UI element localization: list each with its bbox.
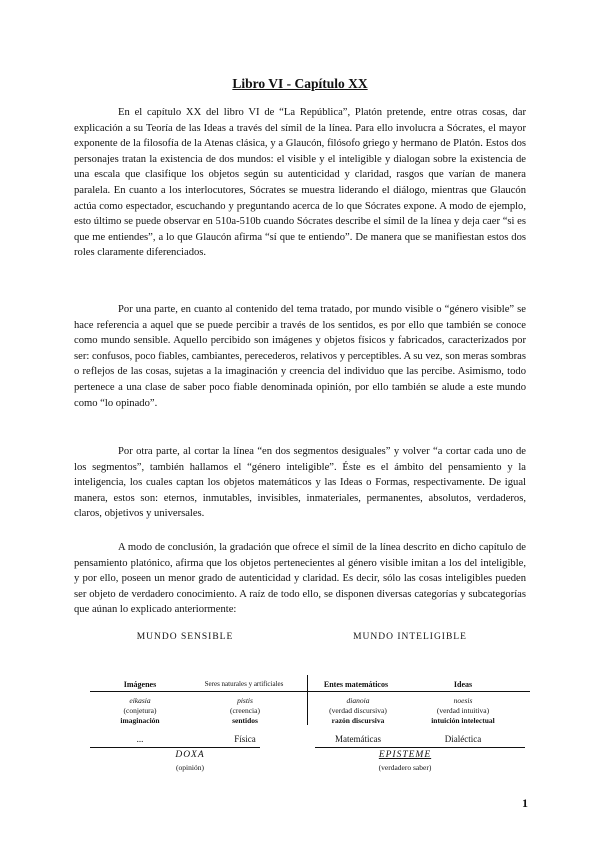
col1-faculty: imaginación (120, 716, 160, 725)
col4-greek-gloss: (verdad intuitiva) (436, 706, 490, 715)
col1-greek-gloss: (conjetura) (123, 706, 157, 715)
col2-objects: Seres naturales y artificiales (204, 680, 284, 688)
line-simile-diagram (90, 628, 530, 778)
col3-science: Matemáticas (335, 734, 381, 744)
col3-faculty: razón discursiva (331, 716, 385, 725)
doxa-bracket-line (90, 747, 260, 748)
doxa-gloss: (opinión) (176, 763, 204, 772)
col3-objects: Entes matemáticos (323, 680, 389, 689)
col3-greek-gloss: (verdad discursiva) (329, 706, 387, 715)
doxa-label: DOXA (175, 750, 205, 760)
episteme-bracket-line (315, 747, 525, 748)
page-title: Libro VI - Capítulo XX (232, 76, 368, 91)
paragraph-intro: En el capítulo XX del libro VI de “La República”, Platón pretende, entre otras cosas, dar explicación a su Teoría de las Ideas a través del símil de la línea. Para ello involucra a Sócrates, el mayor exponente de la filosofía de la Atenas clásica, y a Glaucón, filósofo griego y hermano de Platón. Estos dos personajes tratan la existencia de dos mundos: el visible y el inteligible y dialogan sobre la existencia de una escala que clasifique los objetos según su autenticidad y claridad, rasgos que varían de manera paralela. En cuanto a los interlocutores, Sócrates se muestra liderando el diálogo, mientras que Glaucón actúa como espectador, escuchando y preguntando acerca de lo que Sócrates expone. A modo de ejemplo, esto último se puede observar en 510a-510b cuando Sócrates describe el símil de la línea y deja caer “si es que me entiendes”, a lo que Glaucón afirma “sí que te entiendo”. De manera que se manifiestan estos dos roles claramente diferenciados. (74, 107, 526, 259)
col4-science: Dialéctica (444, 734, 482, 744)
col4-faculty: intuición intelectual (431, 716, 495, 725)
intelligible-world-header: MUNDO INTELIGIBLE (353, 632, 467, 642)
episteme-gloss: (verdadero saber) (378, 763, 432, 772)
episteme-label: EPISTEME (378, 750, 432, 760)
sensible-world-header: MUNDO SENSIBLE (136, 632, 234, 642)
col4-greek-term: noesis (453, 696, 473, 705)
col2-science: Física (234, 734, 256, 744)
col1-science: ... (136, 734, 144, 744)
line-division-mark (307, 675, 308, 725)
col2-greek-gloss: (creencia) (230, 706, 260, 715)
paragraph-visible-world: Por una parte, en cuanto al contenido del tema tratado, por mundo visible o “género visible” se hace referencia a aquel que se puede percibir a través de los sentidos, es por ello que también se conoce como mundo sensible. Aquello percibido son imágenes y objetos físicos y fabricados, caracterizados por ser: confusos, poco fiables, cambiantes, perecederos, relativos y perceptibles. A su vez, son meras sombras o reflejos de las cosas, sujetas a la imaginación y creencia del individuo que las percibe. Asimismo, todo pertenece a una clase de saber poco fiable denominada opinión, por ello también se alude a este mundo como “lo opinado”. (74, 304, 526, 409)
col2-greek-term: pistis (237, 696, 253, 705)
col4-objects: Ideas (453, 680, 473, 689)
col1-greek-term: eikasia (129, 696, 151, 705)
col3-greek-term: dianoia (346, 696, 370, 705)
paragraph-intelligible-world: Por otra parte, al cortar la línea “en dos segmentos desiguales” y volver “a cortar cada uno de los segmentos”, también hallamos el “género inteligible”. Éste es el ámbito del pensamiento y la inteligencia, los cuales captan los objetos matemáticos y las Ideas o Formas, respectivamente. De igual manera, estos son: eternos, inmutables, invisibles, inmateriales, permanentes, absolutos, verdaderos, claros, objetivos y universales. (74, 446, 526, 520)
page-number: 1 (522, 796, 528, 810)
col1-objects: Imágenes (123, 680, 157, 689)
main-divided-line (90, 691, 530, 692)
paragraph-conclusion: A modo de conclusión, la gradación que ofrece el símil de la línea descrito en dicho capítulo de pensamiento platónico, afirma que los objetos pertenecientes al género visible imitan a los del inteligible, y por ello, poseen un menor grado de autenticidad y claridad. Es decir, sólo las cosas inteligibles pueden ser objeto de verdadero conocimiento. A raíz de todo ello, se disponen diversas categorías y subcategorías que aúnan lo explicado anteriormente: (74, 542, 526, 616)
col2-faculty: sentidos (232, 716, 258, 725)
